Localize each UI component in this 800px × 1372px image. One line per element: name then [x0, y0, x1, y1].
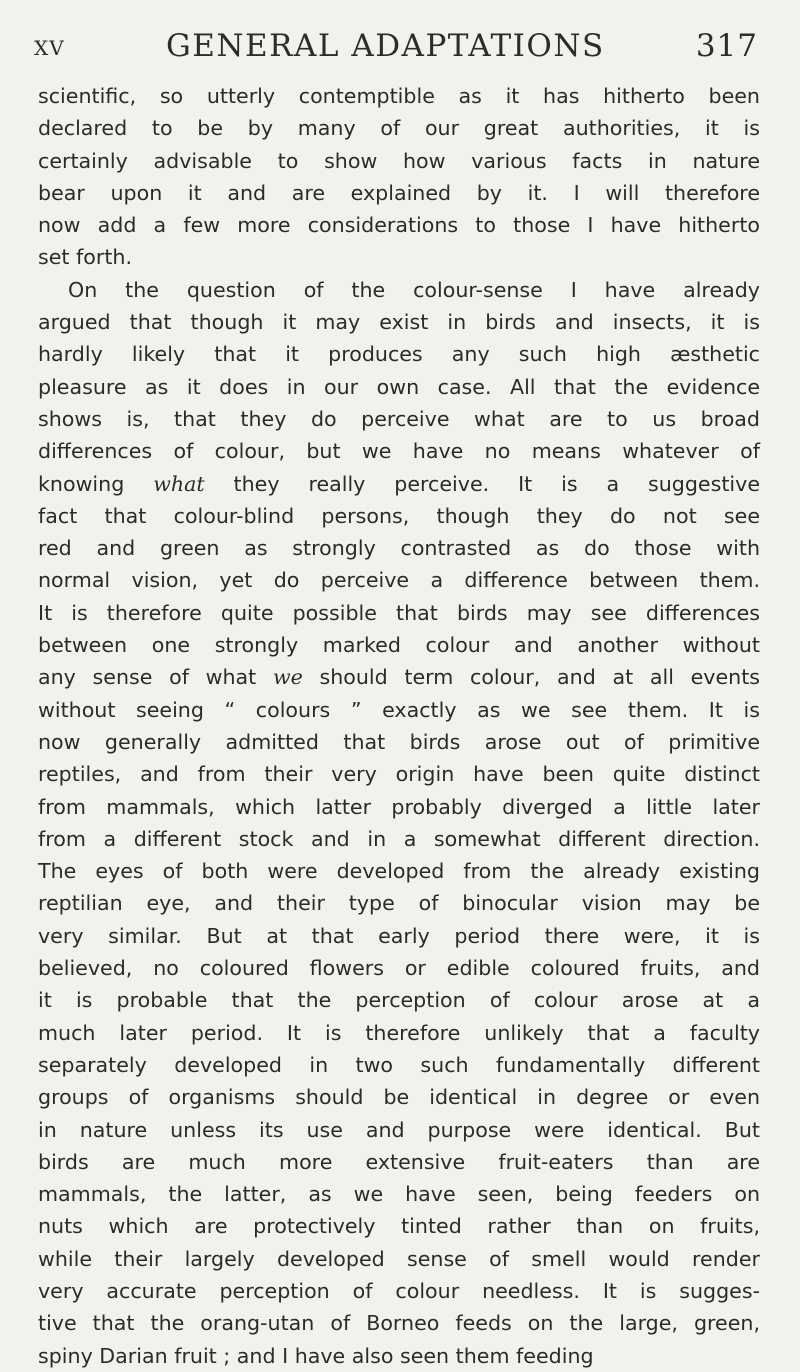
text-line: red and green as strongly contrasted as do those with: [38, 536, 760, 561]
text-line: fact that colour-blind persons, though they do not see: [38, 503, 760, 528]
text-line: normal vision, yet do perceive a difference between them.: [38, 568, 760, 593]
text-line: shows is, that they do perceive what are to us broad: [38, 406, 760, 431]
text-line: tive that the orang-utan of Borneo feeds on the large, green,: [38, 1311, 760, 1336]
text-line: separately developed in two such fundamentally different: [38, 1052, 760, 1077]
text-line: spiny Darian fruit ; and I have also seen them feeding: [38, 1343, 594, 1368]
text-line: It is therefore quite possible that birds may see differences: [38, 600, 760, 625]
text-line: set forth.: [38, 245, 133, 270]
text-line: very accurate perception of colour needless. It is sugges-: [38, 1278, 760, 1303]
text-line: knowing what they really perceive. It is a suggestive: [38, 471, 760, 496]
text-line: it is probable that the perception of colour arose at a: [38, 988, 760, 1013]
text-line: now add a few more considerations to those I have hitherto: [38, 213, 760, 238]
text-line: pleasure as it does in our own case. All that the evidence: [38, 374, 760, 399]
text-line: differences of colour, but we have no means whatever of: [38, 439, 760, 464]
text-line: much later period. It is therefore unlikely that a faculty: [38, 1020, 760, 1045]
text-line: certainly advisable to show how various facts in nature: [38, 148, 760, 173]
text-line: from a different stock and in a somewhat different direction.: [38, 826, 760, 851]
text-line: declared to be by many of our great authorities, it is: [38, 116, 760, 141]
text-line: reptiles, and from their very origin have been quite distinct: [38, 762, 760, 787]
text-line: birds are much more extensive fruit-eaters than are: [38, 1149, 760, 1174]
text-line: scientific, so utterly contemptible as it has hitherto been: [38, 84, 760, 108]
text-line: in nature unless its use and purpose were identical. But: [38, 1117, 760, 1142]
text-line: On the question of the colour-sense I have already: [68, 277, 760, 302]
text-line: mammals, the latter, as we have seen, being feeders on: [38, 1182, 760, 1207]
italic-word: what: [153, 471, 205, 496]
text-line: The eyes of both were developed from the already existing: [38, 859, 760, 884]
text-line: from mammals, which latter probably diverged a little later: [38, 794, 760, 819]
text-line: between one strongly marked colour and another without: [38, 633, 760, 658]
text-line: now generally admitted that birds arose out of primitive: [38, 729, 760, 754]
text-line: groups of organisms should be identical in degree or even: [38, 1085, 760, 1110]
chapter-number: XV: [34, 36, 65, 60]
running-title: GENERAL ADAPTATIONS: [166, 28, 605, 64]
text-line: believed, no coloured flowers or edible coloured fruits, and: [38, 956, 760, 981]
text-line: reptilian eye, and their type of binocular vision may be: [38, 891, 760, 916]
page-number: 317: [695, 28, 758, 64]
text-line: any sense of what we should term colour, and at all events: [38, 665, 760, 690]
text-line: hardly likely that it produces any such high æsthetic: [38, 342, 760, 367]
text-line: very similar. But at that early period there were, it is: [38, 923, 760, 948]
text-line: while their largely developed sense of smell would render: [38, 1246, 760, 1271]
text-line: bear upon it and are explained by it. I will therefore: [38, 180, 760, 205]
text-line: nuts which are protectively tinted rather than on fruits,: [38, 1214, 760, 1239]
text-line: argued that though it may exist in birds and insects, it is: [38, 310, 760, 335]
running-head: [34, 18, 766, 68]
italic-word: we: [272, 665, 303, 690]
body-text: [38, 80, 760, 1372]
text-line: without seeing “ colours ” exactly as we see them. It is: [38, 697, 760, 722]
